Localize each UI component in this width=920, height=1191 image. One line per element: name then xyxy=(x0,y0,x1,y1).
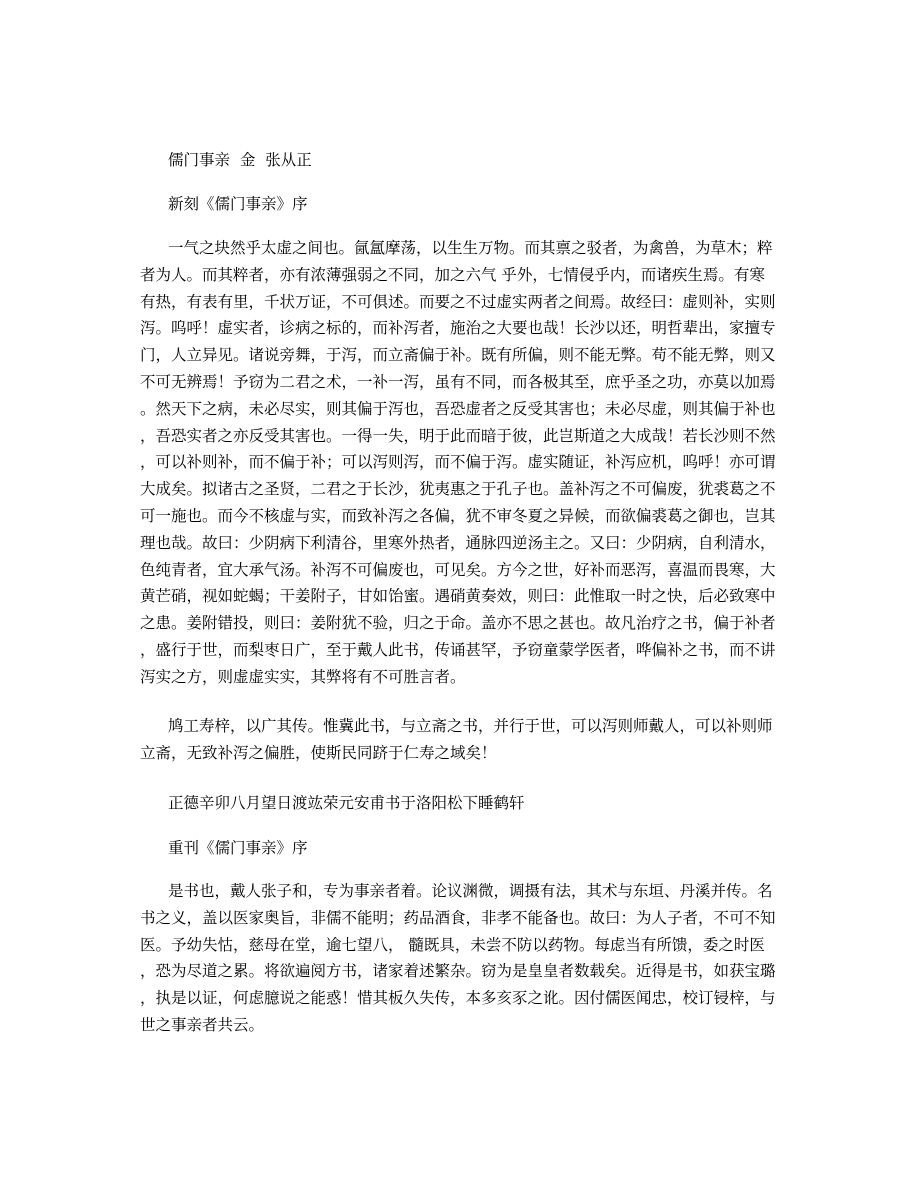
author-dynasty: 金 xyxy=(239,151,256,169)
text-line: 可一施也。而今不核虚与实，而致补泻之各偏，犹不审冬夏之异候，而欲偏裘葛之御也，岂其 xyxy=(140,506,776,525)
text-line: 有热，有表有里，千状万证，不可俱述。而要之不过虚实两者之间焉。故经曰：虚则补，实则 xyxy=(140,292,776,311)
book-title-line xyxy=(168,150,768,170)
text-line: 是书也，戴人张子和，专为事亲者着。论议渊微，调摄有法，其术与东垣、丹溪并传。名 xyxy=(168,882,773,900)
text-line: ，盛行于世，而梨枣日广，至于戴人此书，传诵甚罕，予窃童蒙学医者，哗偏补之书，而不讲 xyxy=(140,640,776,659)
text-line: 世之事亲者共云。 xyxy=(140,1015,265,1034)
text-line: 一气之块然乎太虚之间也。氤氲摩荡，以生生万物。而其禀之驳者，为禽兽，为草木；粹 xyxy=(168,239,773,257)
text-line: 立斋，无致补泻之偏胜，使斯民同跻于仁寿之域矣！ xyxy=(140,743,497,762)
text-line: 之患。姜附错投，则曰：姜附犹不验，归之于命。盖亦不思之甚也。故凡治疗之书，偏于补者 xyxy=(140,614,776,633)
text-line: 不可无辨焉！予窃为二君之术，一补一泻，虽有不同，而各极其至，庶乎圣之功，亦莫以加焉 xyxy=(140,372,776,391)
author-name: 张从正 xyxy=(265,151,312,169)
text-line: 者为人。而其粹者，亦有浓薄强弱之不同，加之六气 乎外，七情侵乎内，而诸疾生焉。有寒 xyxy=(140,265,765,284)
text-line: ，恐为尽道之累。将欲遍阅方书，诸家着述繁杂。窃为是皇皇者数载矣。近得是书，如获宝璐 xyxy=(140,962,776,981)
preface1-signature: 正德辛卯八月望日渡竑荣元安甫书于洛阳松下睡鹤轩 xyxy=(168,794,525,812)
preface1-heading: 新刻《儒门事亲》序 xyxy=(168,195,308,213)
text-line: 泻。呜呼！虚实者，诊病之标的，而补泻者，施治之大要也哉！长沙以还，明哲辈出，家擅专 xyxy=(140,319,776,338)
text-line: 。然天下之病，未必尽实，则其偏于泻也，吾恐虚者之反受其害也；未必尽虚，则其偏于补也 xyxy=(140,399,776,418)
text-line: ，可以补则补，而不偏于补；可以泻则泻，而不偏于泻。虚实随证，补泻应机，呜呼！亦可谓 xyxy=(140,453,776,472)
text-line: 大成矣。拟诸古之圣贤，二君之于长沙，犹夷惠之于孔子也。盖补泻之不可偏废，犹裘葛之不 xyxy=(140,480,776,499)
text-line: ，吾恐实者之亦反受其害也。一得一失，明于此而暗于彼，此岂斯道之大成哉！若长沙则不然 xyxy=(140,426,776,445)
text-line: 泻实之方，则虚虚实实，其弊将有不可胜言者。 xyxy=(140,667,466,686)
preface2-paragraph xyxy=(140,878,790,1039)
text-line: 医。予幼失怙，慈母在堂，逾七望八， 髓既具，未尝不防以药物。每虑当有所馈，委之时医 xyxy=(140,935,765,954)
text-line: ，执是以证，何虑臆说之能惑！惜其板久失传，本多亥豕之讹。因付儒医闻忠，校订锓梓，与 xyxy=(140,989,776,1008)
text-line: 书之义，盖以医家奥旨，非儒不能明；药品酒食，非孝不能备也。故曰：为人子者，不可不知 xyxy=(140,908,776,927)
preface2-heading: 重刊《儒门事亲》序 xyxy=(168,839,308,857)
text-line: 黄芒硝，视如蛇蝎；干姜附子，甘如饴蜜。遇硝黄奏效，则曰：此惟取一时之快，后必致寒中 xyxy=(140,587,776,606)
text-line: 门，人立异见。诸说旁舞，于泻，而立斋偏于补。既有所偏，则不能无弊。苟不能无弊，则又 xyxy=(140,346,776,365)
text-line: 鸠工寿梓，以广其传。惟冀此书，与立斋之书，并行于世，可以泻则师戴人，可以补则师 xyxy=(168,717,773,735)
text-line: 理也哉。故曰：少阴病下利清谷，里寒外热者，通脉四逆汤主之。又曰：少阴病，自利清水， xyxy=(140,533,776,552)
book-title: 儒门事亲 xyxy=(168,151,231,169)
preface1-paragraph-2 xyxy=(140,713,790,767)
text-line: 色纯青者，宜大承气汤。补泻不可偏废也，可见矣。方今之世，好补而恶泻，喜温而畏寒，大 xyxy=(140,560,776,579)
preface1-paragraph-1 xyxy=(140,235,790,691)
